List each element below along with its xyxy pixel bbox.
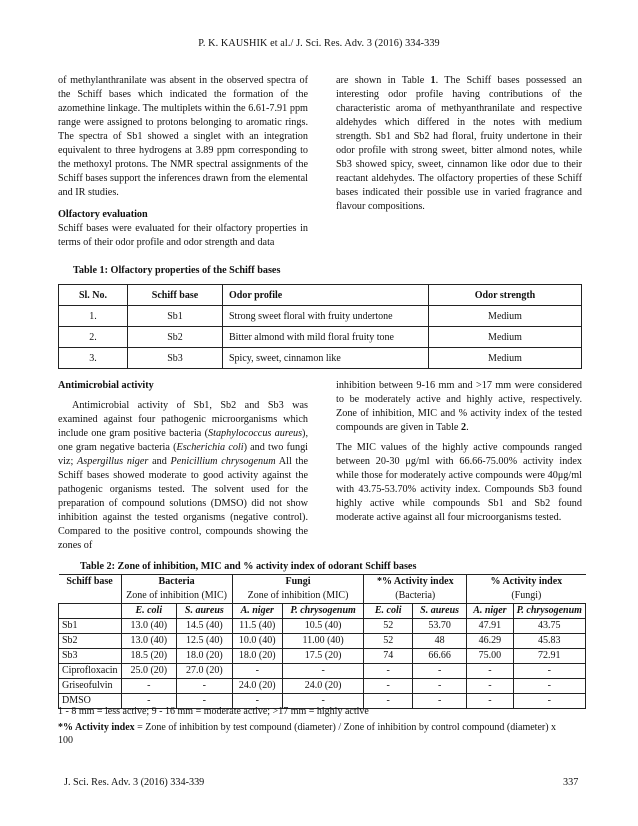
table-cell: 11.5 (40) [232, 619, 282, 634]
table-cell: - [513, 694, 585, 709]
table-cell: 75.00 [467, 649, 513, 664]
table-cell: 14.5 (40) [177, 619, 233, 634]
table2-caption: Table 2: Zone of inhibition, MIC and % activity index of odorant Schiff bases [80, 561, 417, 572]
table-cell: Medium [429, 348, 582, 369]
organism-header: S. aureus [413, 604, 467, 619]
table-cell: Ciprofloxacin [59, 664, 122, 679]
table-cell: Sb1 [59, 619, 122, 634]
organism-header: P. chrysogenum [513, 604, 585, 619]
table-cell: 2. [59, 327, 128, 348]
organism-header: P. chrysogenum [282, 604, 364, 619]
organism-name: Penicillium chrysogenum [170, 456, 276, 467]
table2-antimicrobial-activity [58, 574, 586, 709]
table-cell [59, 589, 122, 604]
table-cell: Sb1 [128, 306, 223, 327]
table2-header-row-2 [59, 589, 586, 604]
table-cell: - [364, 664, 413, 679]
table-cell: - [467, 679, 513, 694]
table-cell: 72.91 [513, 649, 585, 664]
table-cell: 11.00 (40) [282, 634, 364, 649]
text-run: . The Schiff bases possessed an interesting odor profile having contributions of the characteristic aroma of methyanthranilate and respective aldehydes which differed in the notes with medium strength. Sb1 and Sb2 had floral, fruity undertone in their odor profile with strong sweet, bitter almond notes, while Sb3 showed spicy, sweet, cinnamon like odor due to their reactant aldehydes. The olfactory properties of these Schiff bases indicated their possible use in varied fragrance and flavour compositions. [336, 75, 582, 212]
table-cell: 18.5 (20) [121, 649, 177, 664]
table-cell: 43.75 [513, 619, 585, 634]
table-cell: 13.0 (40) [121, 619, 177, 634]
table-row [59, 327, 582, 348]
table-cell: - [364, 694, 413, 709]
table-cell: Sb3 [59, 649, 122, 664]
table-cell: - [232, 694, 282, 709]
right-column-bottom [336, 379, 582, 525]
table-cell: 24.0 (20) [232, 679, 282, 694]
table2-organism-row [59, 604, 586, 619]
table1-col-schiff-base: Schiff base [128, 285, 223, 306]
text-run: inhibition between 9-16 mm and >17 mm were considered to be moderately active and highly active, respectively. Zone of inhibition, MIC and % activity index of the tested compounds are given in Table [336, 380, 582, 433]
table2-head-bacteria: Bacteria [121, 575, 232, 590]
text-run: and [148, 456, 171, 467]
table2-head-ai-fungi-sub: (Fungi) [511, 590, 542, 601]
table2-head-schiff-base: Schiff base [59, 575, 122, 590]
organism-header: S. aureus [177, 604, 233, 619]
table-cell: - [177, 694, 233, 709]
activity-index-note [58, 721, 558, 747]
table2-header-row-1 [59, 575, 586, 590]
nmr-paragraph: of methylanthranilate was absent in the observed spectra of the Schiff bases which indicated the formation of the azomethine linkage. The multiplets within the 6.61-7.91 ppm range were assigned to protons belonging to aromatic rings. The spectra of Sb1 showed a singlet with an integration equivalent to three hydrogens at 3.89 ppm corresponding to the methoxyl protons. The NMR spectral assignments of the Schiff bases support the inferences drawn from the elemental and IR studies. [58, 75, 308, 198]
table-cell: Sb3 [128, 348, 223, 369]
antimicrobial-heading: Antimicrobial activity [58, 380, 154, 391]
table-cell: 1. [59, 306, 128, 327]
table1-header-row [59, 285, 582, 306]
inhibition-paragraph [336, 379, 582, 435]
organism-header: A. niger [467, 604, 513, 619]
activity-scale-note: 1 - 8 mm = less active; 9 - 16 mm = moderate active; >17 mm = highly active [58, 706, 369, 717]
table-cell: - [413, 679, 467, 694]
table-cell [59, 604, 122, 619]
table-cell: 52 [364, 634, 413, 649]
table-cell: - [364, 679, 413, 694]
table-cell: DMSO [59, 694, 122, 709]
table-cell: 25.0 (20) [121, 664, 177, 679]
table-cell: 45.83 [513, 634, 585, 649]
table-cell: - [121, 679, 177, 694]
text-run: Antimicrobial activity of Sb1, Sb2 and Sb3 was examined against four pathogenic microorganisms which include one gram positive bacteria ( [58, 400, 308, 439]
table-row [59, 619, 586, 634]
organism-name: Staphylococcus aureus [208, 428, 303, 439]
running-head: P. K. KAUSHIK et al./ J. Sci. Res. Adv. 3 (2016) 334-339 [198, 38, 440, 49]
olfactory-results-paragraph [336, 74, 582, 214]
table-cell: - [177, 679, 233, 694]
table-cell: Medium [429, 306, 582, 327]
antimicrobial-paragraph [58, 399, 308, 553]
left-column-bottom [58, 379, 308, 553]
table2-head-ai-bacteria-sub: (Bacteria) [364, 589, 467, 604]
page-number: 337 [563, 777, 579, 788]
table-row [59, 306, 582, 327]
activity-index-formula: = Zone of inhibition by test compound (diameter) / Zone of inhibition by control compound (diameter) x 100 [58, 722, 557, 746]
table-cell: - [121, 694, 177, 709]
organism-header: E. coli [121, 604, 177, 619]
organism-header: A. niger [232, 604, 282, 619]
table-cell: 13.0 (40) [121, 634, 177, 649]
table-cell: - [467, 694, 513, 709]
table-cell: 74 [364, 649, 413, 664]
table-cell: 52 [364, 619, 413, 634]
table-cell: 46.29 [467, 634, 513, 649]
table1-col-slno: Sl. No. [59, 285, 128, 306]
table-cell: 48 [413, 634, 467, 649]
activity-index-term: *% Activity index [58, 722, 135, 733]
table-row [59, 348, 582, 369]
table-cell: 12.5 (40) [177, 634, 233, 649]
table-cell: 24.0 (20) [282, 679, 364, 694]
table2-head-ai-bacteria: *% Activity index [364, 575, 467, 590]
text-run: are shown in Table [336, 75, 431, 86]
table-cell: 18.0 (20) [177, 649, 233, 664]
table-cell: - [513, 664, 585, 679]
table-row [59, 634, 586, 649]
table-cell: - [467, 664, 513, 679]
table-cell: - [513, 679, 585, 694]
table-cell: - [282, 664, 364, 679]
text-run: ), one gram negative bacteria ( [58, 428, 308, 453]
table-ref-1[interactable]: 1 [430, 75, 436, 86]
table2-head-fungi-sub: Zone of inhibition (MIC) [232, 589, 364, 604]
table-cell: - [232, 664, 282, 679]
organism-header: E. coli [364, 604, 413, 619]
text-run: All the Schiff bases showed moderate to good activity against the pathogenic organisms tested. The solvent used for the preparation of compound solutions (DMSO) did not show inhibition against the tested organisms (negative control). Compared to the positive control, compounds showing the zones of [58, 456, 308, 551]
table1-olfactory-properties [58, 284, 582, 369]
table-cell: Spicy, sweet, cinnamon like [223, 348, 429, 369]
left-column-top [58, 74, 308, 250]
table-cell: 27.0 (20) [177, 664, 233, 679]
organism-name: Aspergillus niger [77, 456, 149, 467]
table-cell: Sb2 [128, 327, 223, 348]
table2-head-bacteria-sub: Zone of inhibition (MIC) [121, 589, 232, 604]
table1-col-odor-profile: Odor profile [223, 285, 429, 306]
table-row [59, 664, 586, 679]
table-cell: Bitter almond with mild floral fruity tone [223, 327, 429, 348]
table-cell: 17.5 (20) [282, 649, 364, 664]
olfactory-paragraph: Schiff bases were evaluated for their olfactory properties in terms of their odor profile and odor strength and data [58, 223, 308, 248]
olfactory-heading: Olfactory evaluation [58, 209, 148, 220]
table-cell: Sb2 [59, 634, 122, 649]
table-cell: - [282, 694, 364, 709]
table-cell: Strong sweet floral with fruity undertone [223, 306, 429, 327]
table-cell: 10.5 (40) [282, 619, 364, 634]
text-run: ) and two fungi viz; [58, 442, 309, 467]
table1-caption: Table 1: Olfactory properties of the Schiff bases [73, 265, 281, 276]
footer-journal: J. Sci. Res. Adv. 3 (2016) 334-339 [64, 777, 205, 788]
table-cell: - [413, 694, 467, 709]
table-cell: 66.66 [413, 649, 467, 664]
table-row [59, 679, 586, 694]
table-cell: - [413, 664, 467, 679]
text-run: . [466, 422, 469, 433]
table-cell: 18.0 (20) [232, 649, 282, 664]
table-cell: 53.70 [413, 619, 467, 634]
table1-col-odor-strength: Odor strength [429, 285, 582, 306]
table-cell: Griseofulvin [59, 679, 122, 694]
table-cell: 47.91 [467, 619, 513, 634]
organism-name: Escherichia coli [176, 442, 244, 453]
table-cell: 10.0 (40) [232, 634, 282, 649]
table2-notes [58, 705, 558, 747]
table-row [59, 649, 586, 664]
table-cell: Medium [429, 327, 582, 348]
table-ref-2[interactable]: 2 [461, 422, 467, 433]
table2-head-ai-fungi: % Activity index [467, 575, 586, 590]
table2-head-fungi: Fungi [232, 575, 364, 590]
table-cell: 3. [59, 348, 128, 369]
mic-paragraph: The MIC values of the highly active compounds ranged between 20-30 μg/ml with 66.66-75.00% activity index while those for moderately active compounds were 40μg/ml with 43.75-53.70% activity index. Compounds Sb3 found highly active while compounds Sb1 and Sb2 found moderate active against all four microorganisms tested. [336, 442, 582, 523]
right-column-top [336, 74, 582, 214]
